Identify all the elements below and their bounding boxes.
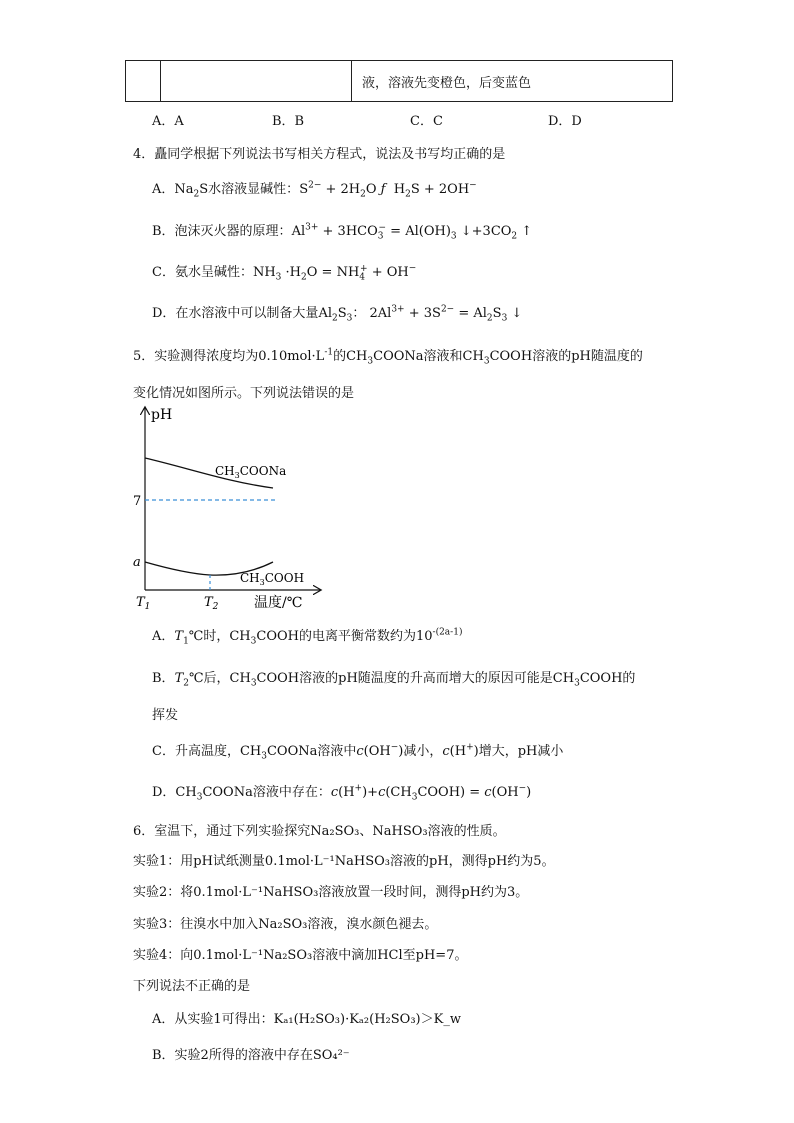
q6-stem: 6．室温下，通过下列实验探究Na₂SO₃、NaHSO₃溶液的性质。 — [133, 824, 506, 839]
y-axis-label: pH — [151, 407, 173, 423]
q3-option-d: D．D — [548, 114, 582, 129]
q6-experiment-2: 实验2：将0.1mol·L⁻¹NaHSO₃溶液放置一段时间，测得pH约为3。 — [133, 885, 529, 900]
x-axis-label: 温度/℃ — [254, 595, 303, 611]
x-tick-t1: $T_1$ — [136, 595, 151, 612]
q6-option-a: A．从实验1可得出：Kₐ₁(H₂SO₃)·Kₐ₂(H₂SO₃)＞K_w — [152, 1012, 461, 1027]
q6-experiment-3: 实验3：往溴水中加入Na₂SO₃溶液，溴水颜色褪去。 — [133, 917, 438, 932]
x-tick-t2: $T_2$ — [204, 595, 219, 612]
q5-option-b-line2: 挥发 — [152, 708, 179, 723]
ph-temperature-chart — [128, 402, 328, 616]
table-cell-index — [126, 61, 161, 102]
q4-option-a: A．$Na_2S$水溶液显碱性：$S^{2-} + 2H_2O$ ƒ $H_2S + 2OH^-$ — [152, 180, 477, 200]
q4-option-d: D．在水溶液中可以制备大量$Al_2S_3$： $2Al^{3+} + 3S^{2-} = Al_2S_3$ ↓ — [152, 304, 523, 324]
q6-experiment-1: 实验1：用pH试纸测量0.1mol·L⁻¹NaHSO₃溶液的pH，测得pH约为5。 — [133, 854, 555, 869]
q6-question: 下列说法不正确的是 — [133, 979, 251, 994]
answer-table-fragment — [125, 60, 673, 102]
q5-option-d: D．$CH_3COONa$溶液中存在：$c(H^+)+c(CH_3COOH) = c(OH^-)$ — [152, 783, 532, 803]
q5-option-c: C．升高温度，$CH_3COONa$溶液中c(OH−)减小，c(H+)增大，pH减小 — [152, 742, 564, 762]
q6-option-b: B．实验2所得的溶液中存在SO₄²⁻ — [152, 1048, 350, 1063]
series-ch3cooh-label: $CH_3COOH$ — [240, 571, 305, 587]
q5-stem-line2: 变化情况如图所示。下列说法错误的是 — [133, 386, 355, 401]
q5-option-b-line1: B．$T_2℃$后，$CH_3COOH$溶液的pH随温度的升高而增大的原因可能是$CH_3COOH$的 — [152, 671, 636, 689]
q6-experiment-4: 实验4：向0.1mol·L⁻¹Na₂SO₃溶液中滴加HCl至pH=7。 — [133, 948, 468, 963]
q5-option-a: A．$T_1℃$时，$CH_3COOH$的电离平衡常数约为$10^{-(2a-1)}$ — [152, 627, 463, 647]
table-cell-operation — [161, 61, 352, 102]
q3-option-b: B．B — [272, 114, 305, 129]
y-tick-a: a — [133, 555, 141, 570]
q4-stem: 4．矗同学根据下列说法书写相关方程式，说法及书写均正确的是 — [133, 147, 506, 162]
q3-option-a: A．A — [152, 114, 184, 129]
table-cell-phenomenon: 液，溶液先变橙色，后变蓝色 — [352, 61, 673, 102]
q4-option-c: C．氨水呈碱性：$NH_3 \cdot H_2O = NH_4^+ + OH^-$ — [152, 263, 417, 283]
q5-stem-line1: 5．实验测得浓度均为$0.10mol\cdot L^{-1}$的$CH_3COONa$溶液和$CH_3COOH$溶液的pH随温度的 — [133, 347, 643, 367]
q4-option-b: B．泡沫灭火器的原理：$Al^{3+} + 3HCO_3^- = Al(OH)_3$ $↓+3CO_2$ ↑ — [152, 222, 533, 242]
y-tick-7: 7 — [133, 494, 142, 509]
series-ch3coona-label: $CH_3COONa$ — [215, 464, 287, 480]
q3-option-c: C．C — [410, 114, 443, 129]
